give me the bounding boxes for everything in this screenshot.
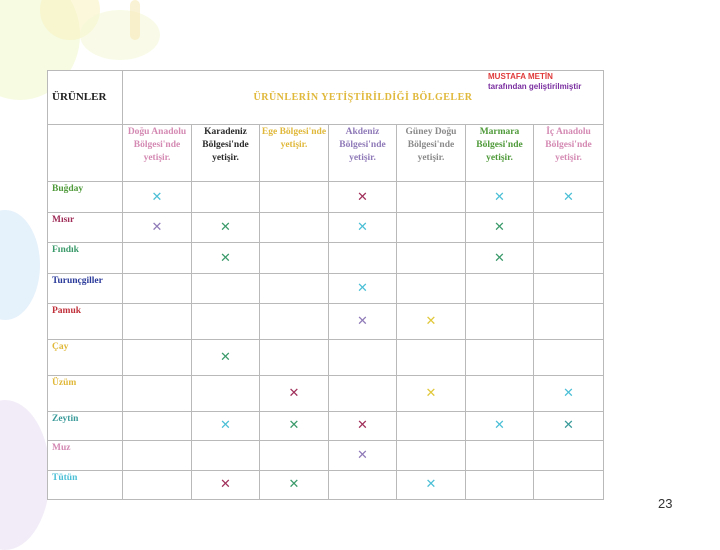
cross-mark-icon: ✕: [220, 350, 231, 366]
region-header-cell: Akdeniz Bölgesi'nde yetişir.: [329, 124, 397, 182]
cross-mark-icon: ✕: [357, 418, 368, 434]
empty-cell: [123, 304, 192, 340]
empty-cell: [123, 340, 192, 376]
cross-mark-icon: ✕: [220, 418, 231, 434]
empty-cell: [123, 273, 192, 303]
cross-mark-icon: ✕: [425, 477, 437, 493]
cross-mark-cell: [192, 470, 260, 499]
cross-mark-cell: [534, 182, 604, 212]
product-row: [48, 212, 604, 242]
product-row: [48, 411, 604, 440]
empty-cell: [466, 340, 534, 376]
cross-mark-icon: ✕: [288, 418, 300, 434]
empty-cell: [534, 273, 604, 303]
empty-cell: [534, 470, 604, 499]
region-header-cell: İç Anadolu Bölgesi'nde yetişir.: [534, 124, 604, 182]
empty-cell: [192, 273, 260, 303]
cross-mark-icon: ✕: [563, 418, 574, 434]
empty-cell: [192, 304, 260, 340]
page-number: 23: [658, 496, 673, 511]
empty-cell: [534, 340, 604, 376]
product-row: [48, 441, 604, 470]
cross-mark-cell: [260, 470, 329, 499]
cross-mark-cell: [397, 375, 466, 411]
empty-cell: [329, 470, 397, 499]
product-name-cell: Çay: [48, 340, 123, 376]
product-name-cell: Pamuk: [48, 304, 123, 340]
product-name-cell: Fındık: [48, 243, 123, 273]
cross-mark-icon: ✕: [494, 250, 505, 266]
cross-mark-icon: ✕: [357, 220, 368, 236]
product-name-cell: Muz: [48, 441, 123, 470]
empty-cell: [466, 375, 534, 411]
background-bubble: [0, 400, 50, 550]
empty-cell: [123, 441, 192, 470]
product-row: [48, 340, 604, 376]
cross-mark-icon: ✕: [425, 385, 437, 401]
cross-mark-icon: ✕: [425, 314, 437, 330]
empty-cell: [260, 340, 329, 376]
cross-mark-icon: ✕: [288, 477, 300, 493]
cross-mark-icon: ✕: [151, 220, 163, 236]
products-header: ÜRÜNLER: [48, 71, 123, 125]
empty-cell: [123, 411, 192, 440]
empty-cell: [192, 182, 260, 212]
cross-mark-cell: [123, 212, 192, 242]
empty-cell: [260, 273, 329, 303]
region-header-cell: Güney Doğu Bölgesi'nde yetişir.: [397, 124, 466, 182]
cross-mark-icon: ✕: [288, 385, 300, 401]
cross-mark-cell: [192, 340, 260, 376]
cross-mark-cell: [329, 411, 397, 440]
empty-cell: [466, 470, 534, 499]
empty-cell: [466, 273, 534, 303]
empty-cell: [192, 441, 260, 470]
region-header-cell: Karadeniz Bölgesi'nde yetişir.: [192, 124, 260, 182]
empty-cell: [466, 304, 534, 340]
author-credit: [488, 72, 581, 92]
empty-cell: [534, 304, 604, 340]
product-name-cell: Zeytin: [48, 411, 123, 440]
cross-mark-icon: ✕: [357, 314, 368, 330]
products-regions-table: [47, 70, 603, 500]
product-row: [48, 243, 604, 273]
product-name-cell: Buğday: [48, 182, 123, 212]
cross-mark-cell: [123, 182, 192, 212]
grid-table: [47, 70, 604, 500]
empty-cell: [397, 411, 466, 440]
product-row: [48, 375, 604, 411]
cross-mark-cell: [192, 411, 260, 440]
cross-mark-cell: [329, 304, 397, 340]
empty-cell: [397, 340, 466, 376]
cross-mark-cell: [534, 375, 604, 411]
cross-mark-cell: [534, 411, 604, 440]
empty-cell: [329, 375, 397, 411]
author-credit-text: tarafından geliştirilmiştir: [488, 82, 582, 91]
empty-cell: [123, 470, 192, 499]
cross-mark-cell: [260, 375, 329, 411]
cross-mark-icon: ✕: [494, 220, 505, 236]
empty-corner-cell: [48, 124, 123, 182]
cross-mark-icon: ✕: [220, 250, 231, 266]
cross-mark-cell: [260, 411, 329, 440]
empty-cell: [397, 243, 466, 273]
region-header-cell: Ege Bölgesi'nde yetişir.: [260, 124, 329, 182]
background-bubble: [80, 10, 160, 60]
empty-cell: [329, 243, 397, 273]
empty-cell: [192, 375, 260, 411]
product-name-cell: Mısır: [48, 212, 123, 242]
cross-mark-cell: [466, 212, 534, 242]
author-name: MUSTAFA METİN: [488, 72, 553, 81]
cross-mark-icon: ✕: [563, 385, 574, 401]
empty-cell: [260, 441, 329, 470]
cross-mark-cell: [397, 304, 466, 340]
cross-mark-icon: ✕: [357, 189, 368, 205]
cross-mark-icon: ✕: [220, 477, 231, 493]
region-header-cell: Doğu Anadolu Bölgesi'nde yetişir.: [123, 124, 192, 182]
cross-mark-icon: ✕: [220, 220, 231, 236]
region-header-cell: Marmara Bölgesi'nde yetişir.: [466, 124, 534, 182]
empty-cell: [260, 212, 329, 242]
cross-mark-cell: [192, 243, 260, 273]
empty-cell: [260, 243, 329, 273]
cross-mark-icon: ✕: [494, 418, 505, 434]
empty-cell: [397, 273, 466, 303]
cross-mark-icon: ✕: [494, 189, 505, 205]
product-row: [48, 470, 604, 499]
empty-cell: [397, 212, 466, 242]
cross-mark-cell: [192, 212, 260, 242]
cross-mark-icon: ✕: [357, 447, 368, 463]
background-bubble: [0, 210, 40, 320]
empty-cell: [534, 441, 604, 470]
cross-mark-icon: ✕: [563, 189, 574, 205]
cross-mark-cell: [329, 441, 397, 470]
product-row: [48, 182, 604, 212]
empty-cell: [534, 212, 604, 242]
cross-mark-cell: [329, 212, 397, 242]
product-name-cell: Tütün: [48, 470, 123, 499]
empty-cell: [260, 182, 329, 212]
empty-cell: [397, 182, 466, 212]
cross-mark-cell: [466, 243, 534, 273]
empty-cell: [123, 243, 192, 273]
cross-mark-cell: [466, 182, 534, 212]
empty-cell: [466, 441, 534, 470]
cross-mark-cell: [329, 273, 397, 303]
cross-mark-icon: ✕: [357, 281, 368, 297]
cross-mark-cell: [329, 182, 397, 212]
empty-cell: [397, 441, 466, 470]
cross-mark-icon: ✕: [151, 189, 163, 205]
product-row: [48, 304, 604, 340]
product-row: [48, 273, 604, 303]
empty-cell: [329, 340, 397, 376]
region-header-row: [48, 124, 604, 182]
empty-cell: [123, 375, 192, 411]
product-name-cell: Üzüm: [48, 375, 123, 411]
background-streak: [130, 0, 140, 40]
product-name-cell: Turunçgiller: [48, 273, 123, 303]
cross-mark-cell: [466, 411, 534, 440]
empty-cell: [534, 243, 604, 273]
empty-cell: [260, 304, 329, 340]
cross-mark-cell: [397, 470, 466, 499]
regions-title-text: ÜRÜNLERİN YETİŞTİRİLDİĞİ BÖLGELER: [253, 91, 473, 103]
